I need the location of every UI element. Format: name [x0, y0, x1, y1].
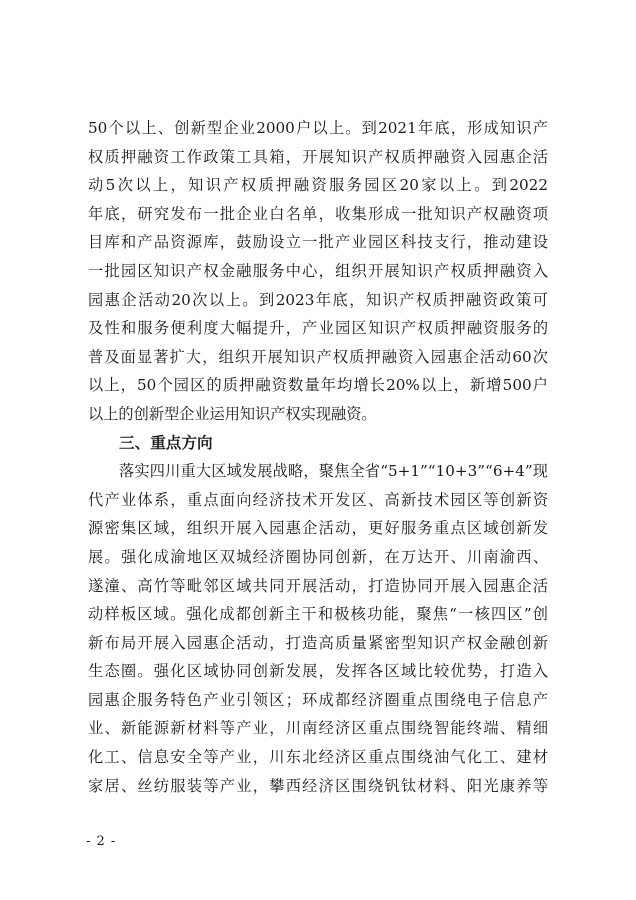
text-line: 权质押融资工作政策工具箱，开展知识产权质押融资入园惠企活 [88, 147, 548, 166]
text-line: 动样板区域。强化成都创新主干和极核功能，聚焦“一核四区”创 [88, 605, 548, 624]
text-line: 50个以上、创新型企业2000户以上。到2021年底，形成知识产 [88, 119, 548, 137]
text-line: 普及面显著扩大，组织开展知识产权质押融资入园惠企活动60次 [88, 347, 548, 366]
text-line: 及性和服务便利度大幅提升，产业园区知识产权质押融资服务的 [88, 319, 548, 338]
text-line: 展。强化成渝地区双城经济圈协同创新，在万达开、川南渝西、 [88, 547, 548, 566]
text-line: 动5次以上，知识产权质押融资服务园区20家以上。到2022 [88, 176, 548, 195]
text-line: 一批园区知识产权金融服务中心，组织开展知识产权质押融资入 [88, 261, 548, 280]
text-line: 源密集区域，组织开展入园惠企活动，更好服务重点区域创新发 [88, 519, 548, 538]
text-line: 生态圈。强化区域协同创新发展，发挥各区域比较优势，打造入 [88, 662, 548, 681]
text-line: 业、新能源新材料等产业，川南经济区重点围绕智能终端、精细 [88, 719, 548, 738]
paragraph-continuation [88, 114, 548, 429]
text-line: 落实四川重大区域发展战略，聚焦全省“5+1”“10+3”“6+4”现 [119, 462, 548, 481]
page-number: - 2 - [86, 834, 117, 849]
text-line: 以上，50个园区的质押融资数量年均增长20%以上，新增500户 [88, 376, 548, 395]
section-heading: 三、重点方向 [119, 432, 213, 452]
text-line: 代产业体系，重点面向经济技术开发区、高新技术园区等创新资 [88, 490, 548, 509]
text-line: 园惠企活动20次以上。到2023年底，知识产权质押融资政策可 [88, 290, 548, 309]
text-line: 遂潼、高竹等毗邻区域共同开展活动，打造协同开展入园惠企活 [88, 576, 548, 595]
text-line: 以上的创新型企业运用知识产权实现融资。 [88, 404, 377, 423]
document-body [88, 114, 548, 800]
paragraph-key-directions [88, 457, 548, 800]
text-line: 年底，研究发布一批企业白名单，收集形成一批知识产权融资项 [88, 204, 548, 223]
text-line: 园惠企服务特色产业引领区；环成都经济圈重点围绕电子信息产 [88, 690, 548, 709]
text-line: 新布局开展入园惠企活动，打造高质量紧密型知识产权金融创新 [88, 633, 548, 652]
text-line: 目库和产品资源库，鼓励设立一批产业园区科技支行，推动建设 [88, 233, 548, 252]
text-line: 家居、丝纺服装等产业，攀西经济区围绕钒钛材料、阳光康养等 [88, 776, 548, 795]
text-line: 化工、信息安全等产业，川东北经济区重点围绕油气化工、建材 [88, 748, 548, 767]
